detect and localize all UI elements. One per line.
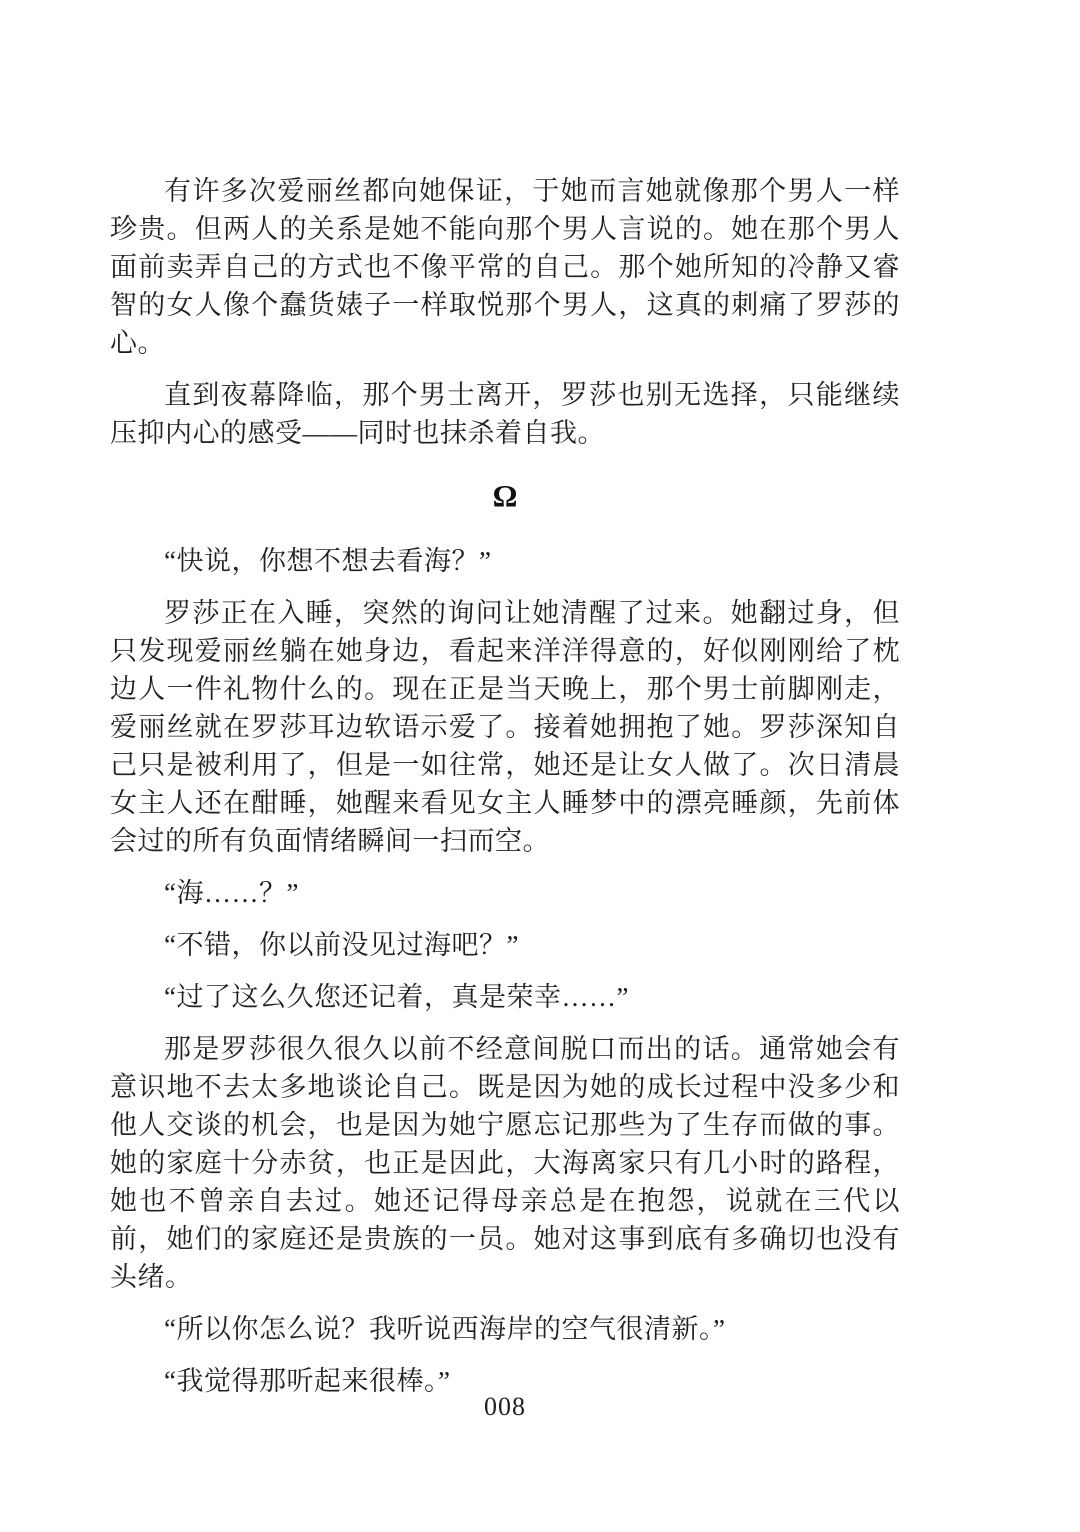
paragraph: 有许多次爱丽丝都向她保证，于她而言她就像那个男人一样珍贵。但两人的关系是她不能向那个男人言说的。她在那个男人面前卖弄自己的方式也不像平常的自己。那个她所知的冷静又睿智的女人像个蠢货婊子一样取悦那个男人，这真的刺痛了罗莎的心。	[110, 176, 900, 358]
dialogue-paragraph: “快说，你想不想去看海？”	[164, 546, 492, 576]
paragraph: 直到夜幕降临，那个男士离开，罗莎也别无选择，只能继续压抑内心的感受——同时也抹杀着自我。	[110, 380, 900, 448]
page-number: 008	[484, 1392, 526, 1421]
section-divider: Ω	[492, 478, 518, 513]
dialogue-paragraph: “海……？”	[164, 878, 299, 908]
dialogue-paragraph: “我觉得那听起来很棒。”	[164, 1366, 451, 1396]
dialogue-paragraph: “过了这么久您还记着，真是荣幸……”	[164, 982, 629, 1012]
text-content	[110, 172, 900, 1414]
dialogue-paragraph: “不错，你以前没见过海吧？”	[164, 930, 519, 960]
dialogue-paragraph: “所以你怎么说？我听说西海岸的空气很清新。”	[164, 1314, 726, 1344]
paragraph: 罗莎正在入睡，突然的询问让她清醒了过来。她翻过身，但只发现爱丽丝躺在她身边，看起来洋洋得意的，好似刚刚给了枕边人一件礼物什么的。现在正是当天晚上，那个男士前脚刚走，爱丽丝就在罗莎耳边软语示爱了。接着她拥抱了她。罗莎深知自己只是被利用了，但是一如往常，她还是让女人做了。次日清晨女主人还在酣睡，她醒来看见女主人睡梦中的漂亮睡颜，先前体会过的所有负面情绪瞬间一扫而空。	[110, 598, 900, 856]
paragraph: 那是罗莎很久很久以前不经意间脱口而出的话。通常她会有意识地不去太多地谈论自己。既是因为她的成长过程中没多少和他人交谈的机会，也是因为她宁愿忘记那些为了生存而做的事。她的家庭十分赤贫，也正是因此，大海离家只有几小时的路程，她也不曾亲自去过。她还记得母亲总是在抱怨，说就在三代以前，她们的家庭还是贵族的一员。她对这事到底有多确切也没有头绪。	[110, 1034, 900, 1292]
